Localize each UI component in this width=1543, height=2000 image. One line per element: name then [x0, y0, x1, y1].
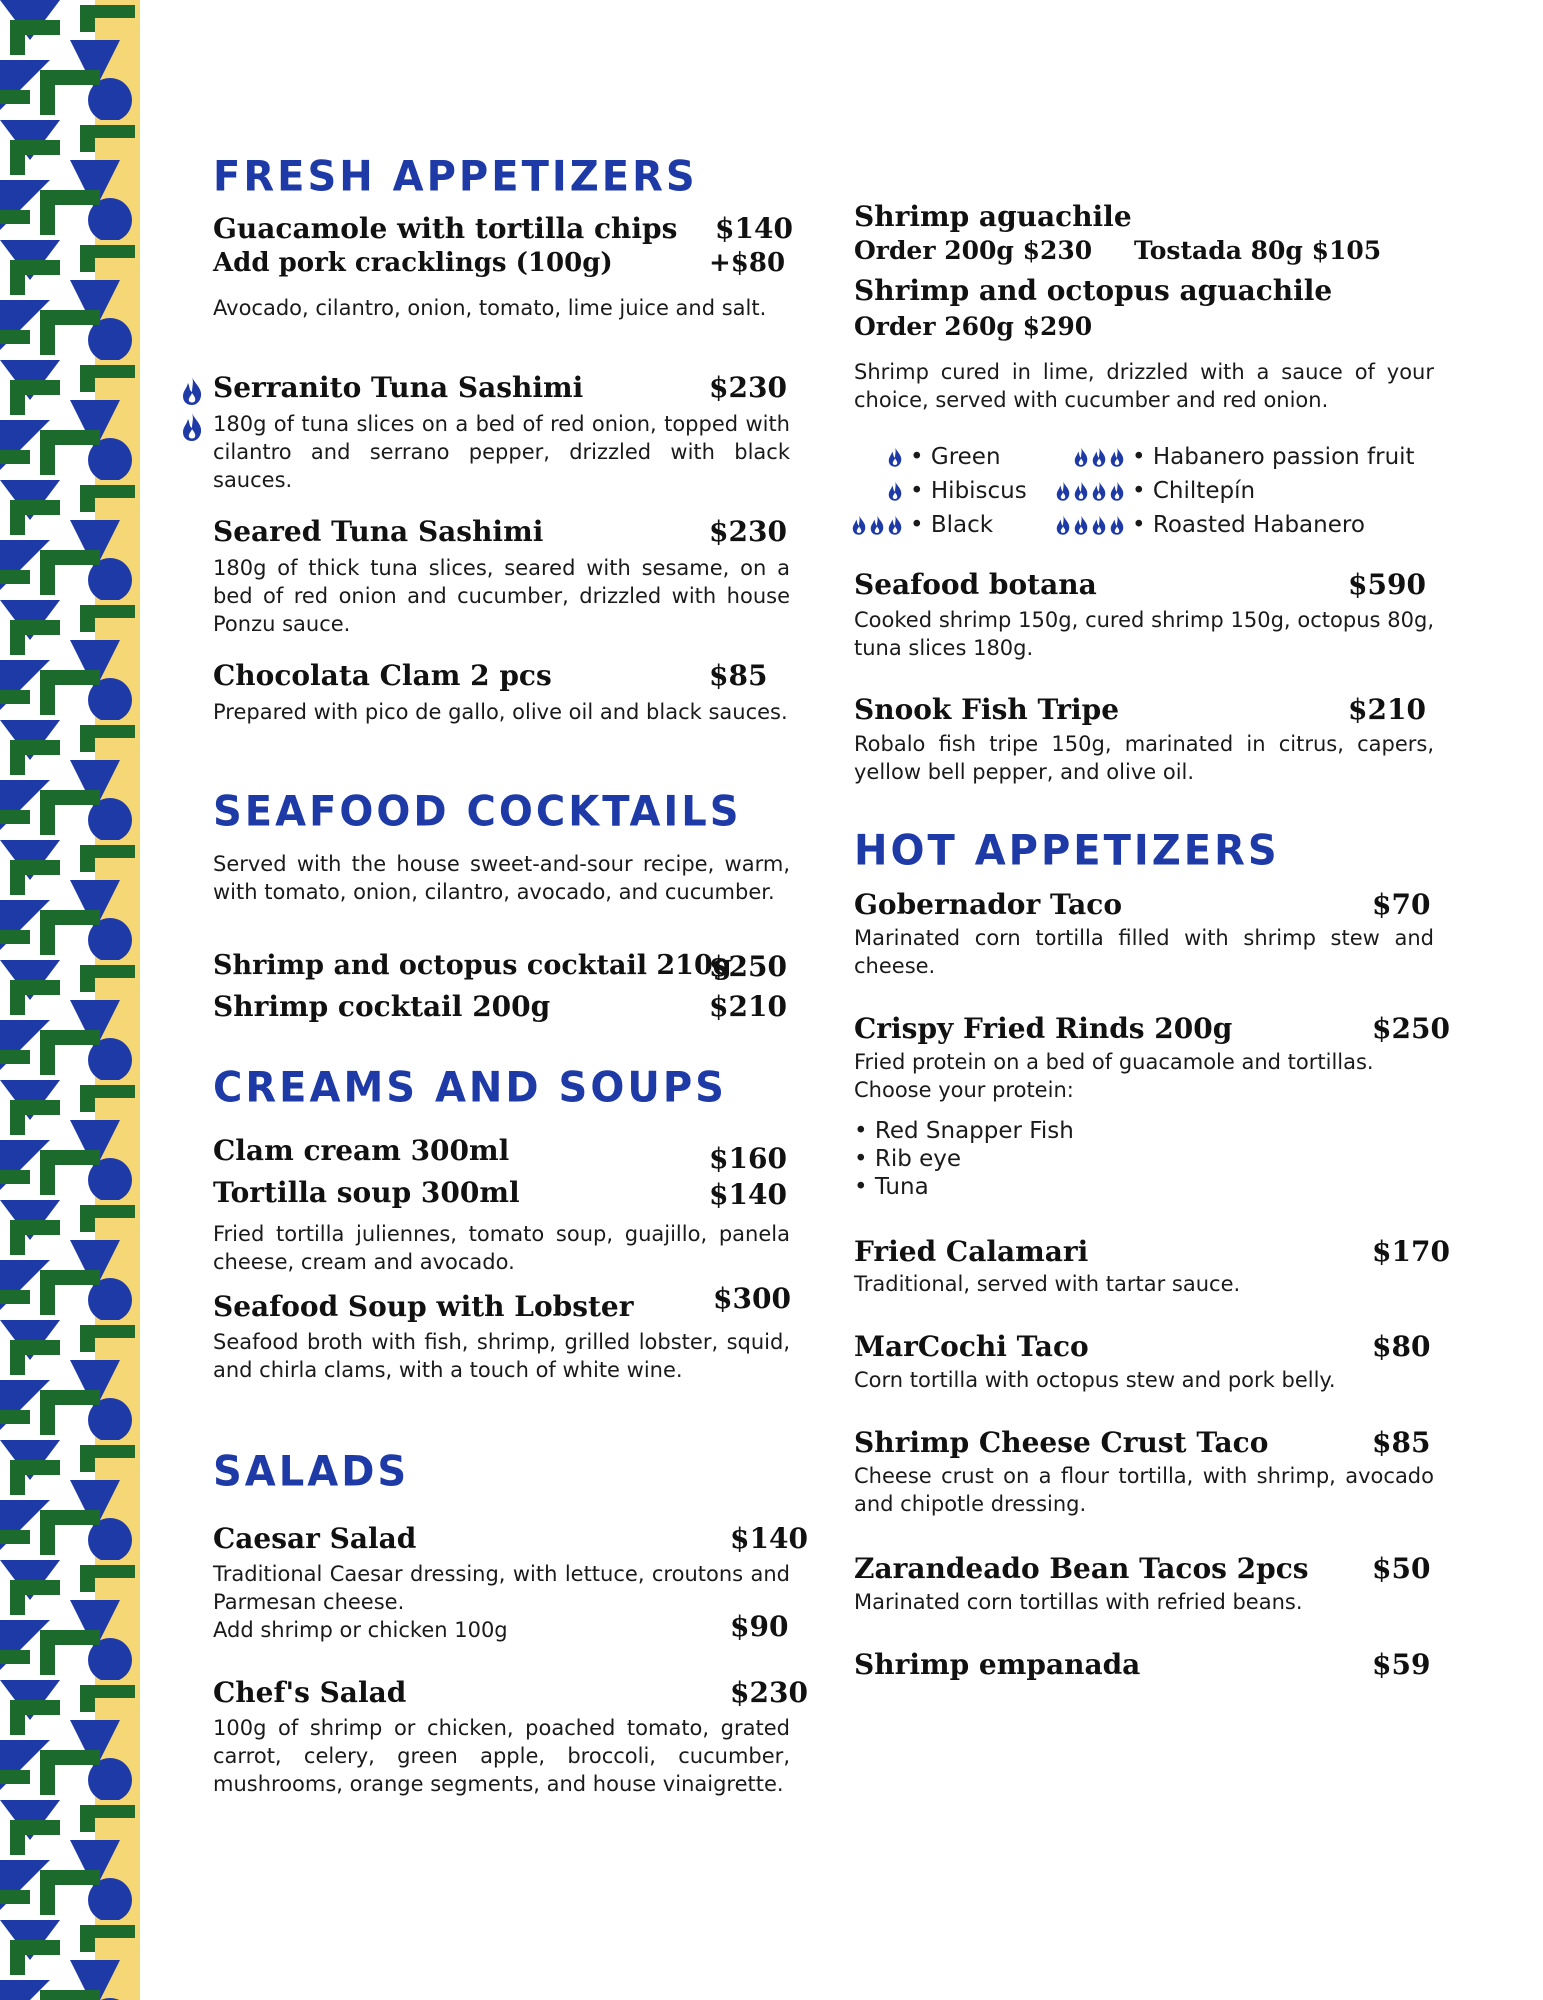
item-price-caesar-salad: $140: [730, 1522, 808, 1555]
item-desc-gobernador-taco: Marinated corn tortilla filled with shrimp stew and cheese.: [854, 926, 1434, 978]
item-price-tortilla-soup: $140: [709, 1178, 787, 1211]
item-desc-aguachile: Shrimp cured in lime, drizzled with a sauce of your choice, served with cucumber and red onion.: [854, 360, 1434, 412]
heat-level-flames: [1054, 479, 1126, 503]
item-name-marcochi-taco: MarCochi Taco: [854, 1330, 1089, 1363]
item-desc-guacamole: Avocado, cilantro, onion, tomato, lime juice and salt.: [213, 296, 767, 320]
item-name-chefs-salad: Chef's Salad: [213, 1676, 407, 1709]
sauce-label: • Hibiscus: [910, 477, 1027, 504]
sauce-row: [854, 440, 1027, 474]
flame-icon-serranito-2: [179, 412, 205, 446]
section-desc-seafood-cocktails: Served with the house sweet-and-sour recipe, warm, with tomato, onion, cilantro, avocado, and cucumber.: [213, 852, 790, 904]
item-desc-zarandeado-bean-tacos: Marinated corn tortillas with refried beans.: [854, 1590, 1303, 1614]
sauce-row: [854, 474, 1027, 508]
decorative-pattern-band: [0, 0, 140, 2000]
item-price-crispy-fried-rinds: $250: [1372, 1012, 1450, 1045]
flame-icon-serranito-1: [179, 376, 205, 410]
sauce-label: • Roasted Habanero: [1132, 511, 1365, 538]
item-desc-tortilla-soup: Fried tortilla juliennes, tomato soup, guajillo, panela cheese, cream and avocado.: [213, 1222, 790, 1274]
section-title-creams-and-soups: CREAMS AND SOUPS: [213, 1063, 727, 1113]
sauce-label: • Black: [910, 511, 994, 538]
item-desc-seafood-soup-lobster: Seafood broth with fish, shrimp, grilled lobster, squid, and chirla clams, with a touch of white wine.: [213, 1330, 790, 1382]
item-price-chocolata-clam: $85: [709, 659, 768, 692]
rinds-option-tuna: • Tuna: [854, 1174, 929, 1200]
item-desc-shrimp-cheese-crust-taco: Cheese crust on a flour tortilla, with shrimp, avocado and chipotle dressing.: [854, 1464, 1434, 1516]
section-title-hot-appetizers: HOT APPETIZERS: [854, 826, 1280, 876]
item-price-seafood-botana: $590: [1348, 568, 1426, 601]
flame-icon: [886, 513, 904, 537]
heat-level-flames: [854, 479, 904, 503]
item-price-clam-cream: $160: [709, 1142, 787, 1175]
item-addon-caesar-salad: Add shrimp or chicken 100g: [213, 1618, 508, 1642]
item-name-shrimp-cocktail: Shrimp cocktail 200g: [213, 990, 551, 1023]
flame-icon: [1090, 513, 1108, 537]
item-name-fried-calamari: Fried Calamari: [854, 1235, 1089, 1268]
item-price-shrimp-empanada: $59: [1372, 1648, 1431, 1681]
item-addon-pork-cracklings: Add pork cracklings (100g): [213, 248, 613, 278]
item-desc-chocolata-clam: Prepared with pico de gallo, olive oil and black sauces.: [213, 700, 788, 724]
item-name-shrimp-empanada: Shrimp empanada: [854, 1648, 1141, 1681]
flame-icon: [850, 513, 868, 537]
item-name-shrimp-octopus-aguachile: Shrimp and octopus aguachile: [854, 274, 1333, 307]
flame-icon: [1108, 445, 1126, 469]
flame-icon: [1054, 513, 1072, 537]
sauce-heat-list: [854, 440, 1434, 550]
item-price-shrimp-cheese-crust-taco: $85: [1372, 1426, 1431, 1459]
heat-level-flames: [1054, 445, 1126, 469]
item-desc-serranito-tuna-sashimi: 180g of tuna slices on a bed of red onion, topped with cilantro and serrano pepper, drizzled with black sauces.: [213, 412, 790, 492]
item-desc-chefs-salad: 100g of shrimp or chicken, poached tomato, grated carrot, celery, green apple, broccoli, cucumber, mushrooms, orange segments, and house vinaigrette.: [213, 1716, 790, 1796]
item-name-chocolata-clam: Chocolata Clam 2 pcs: [213, 659, 552, 692]
item-desc-snook-fish-tripe: Robalo fish tripe 150g, marinated in citrus, capers, yellow bell pepper, and olive oil.: [854, 732, 1434, 784]
flame-icon: [868, 513, 886, 537]
sauce-label: • Habanero passion fruit: [1132, 443, 1415, 470]
flame-icon: [886, 479, 904, 503]
item-name-shrimp-octopus-cocktail: Shrimp and octopus cocktail 210g: [213, 950, 732, 981]
item-price-seafood-soup-lobster: $300: [713, 1282, 791, 1315]
heat-level-flames: [854, 445, 904, 469]
flame-icon: [1072, 513, 1090, 537]
item-desc-crispy-fried-rinds: Fried protein on a bed of guacamole and tortillas. Choose your protein:: [854, 1050, 1374, 1102]
item-price-serranito-tuna-sashimi: $230: [709, 371, 787, 404]
item-name-seafood-botana: Seafood botana: [854, 568, 1097, 601]
item-price-seared-tuna-sashimi: $230: [709, 515, 787, 548]
item-price-shrimp-octopus-cocktail: $250: [709, 950, 787, 983]
item-name-seafood-soup-lobster: Seafood Soup with Lobster: [213, 1290, 634, 1323]
section-title-seafood-cocktails: SEAFOOD COCKTAILS: [213, 787, 742, 837]
item-name-shrimp-aguachile: Shrimp aguachile: [854, 200, 1132, 233]
flame-icon: [1072, 479, 1090, 503]
item-price-snook-fish-tripe: $210: [1348, 693, 1426, 726]
item-name-zarandeado-bean-tacos: Zarandeado Bean Tacos 2pcs: [854, 1552, 1309, 1585]
item-name-tortilla-soup: Tortilla soup 300ml: [213, 1176, 520, 1209]
talavera-pattern: [0, 0, 140, 2000]
item-name-seared-tuna-sashimi: Seared Tuna Sashimi: [213, 515, 544, 548]
flame-icon: [886, 445, 904, 469]
item-name-shrimp-cheese-crust-taco: Shrimp Cheese Crust Taco: [854, 1426, 1269, 1459]
item-name-crispy-fried-rinds: Crispy Fried Rinds 200g: [854, 1012, 1233, 1045]
sauce-row: [1054, 474, 1415, 508]
sauce-column-right: [1054, 440, 1415, 542]
item-price-shrimp-cocktail: $210: [709, 990, 787, 1023]
item-price-fried-calamari: $170: [1372, 1235, 1450, 1268]
item-name-caesar-salad: Caesar Salad: [213, 1522, 417, 1555]
sauce-column-left: [854, 440, 1027, 542]
flame-icon: [1108, 479, 1126, 503]
item-desc-seafood-botana: Cooked shrimp 150g, cured shrimp 150g, octopus 80g, tuna slices 180g.: [854, 608, 1434, 660]
rinds-option-rib-eye: • Rib eye: [854, 1146, 962, 1172]
item-name-snook-fish-tripe: Snook Fish Tripe: [854, 693, 1120, 726]
item-desc-seared-tuna-sashimi: 180g of thick tuna slices, seared with sesame, on a bed of red onion and cucumber, drizzled with house Ponzu sauce.: [213, 556, 790, 636]
flame-icon: [1108, 513, 1126, 537]
sauce-row: [854, 508, 1027, 542]
item-price-guacamole: $140: [715, 212, 793, 245]
flame-icon: [1054, 479, 1072, 503]
item-price-gobernador-taco: $70: [1372, 888, 1431, 921]
item-price-marcochi-taco: $80: [1372, 1330, 1431, 1363]
item-desc-caesar-salad: Traditional Caesar dressing, with lettuce, croutons and Parmesan cheese.: [213, 1562, 790, 1614]
item-name-clam-cream: Clam cream 300ml: [213, 1134, 510, 1167]
sauce-row: [1054, 440, 1415, 474]
item-order-shrimp-aguachile: Order 200g $230: [854, 236, 1093, 265]
sauce-label: • Green: [910, 443, 1001, 470]
item-name-gobernador-taco: Gobernador Taco: [854, 888, 1123, 921]
item-desc-marcochi-taco: Corn tortilla with octopus stew and pork belly.: [854, 1368, 1336, 1392]
item-addon-price-pork-cracklings: +$80: [709, 248, 786, 278]
flame-icon: [1072, 445, 1090, 469]
section-title-fresh-appetizers: FRESH APPETIZERS: [213, 152, 698, 202]
rinds-option-red-snapper: • Red Snapper Fish: [854, 1118, 1074, 1144]
item-order-shrimp-octopus-aguachile: Order 260g $290: [854, 312, 1093, 341]
item-addon-price-caesar-salad: $90: [730, 1610, 789, 1643]
heat-level-flames: [854, 513, 904, 537]
item-price-chefs-salad: $230: [730, 1676, 808, 1709]
item-name-serranito-tuna-sashimi: Serranito Tuna Sashimi: [213, 371, 584, 404]
item-tostada-shrimp-aguachile: Tostada 80g $105: [1134, 236, 1382, 265]
sauce-row: [1054, 508, 1415, 542]
item-name-guacamole: Guacamole with tortilla chips: [213, 212, 678, 245]
item-price-zarandeado-bean-tacos: $50: [1372, 1552, 1431, 1585]
section-title-salads: SALADS: [213, 1447, 410, 1497]
sauce-label: • Chiltepín: [1132, 477, 1256, 504]
flame-icon: [1090, 445, 1108, 469]
item-desc-fried-calamari: Traditional, served with tartar sauce.: [854, 1272, 1241, 1296]
flame-icon: [1090, 479, 1108, 503]
heat-level-flames: [1054, 513, 1126, 537]
